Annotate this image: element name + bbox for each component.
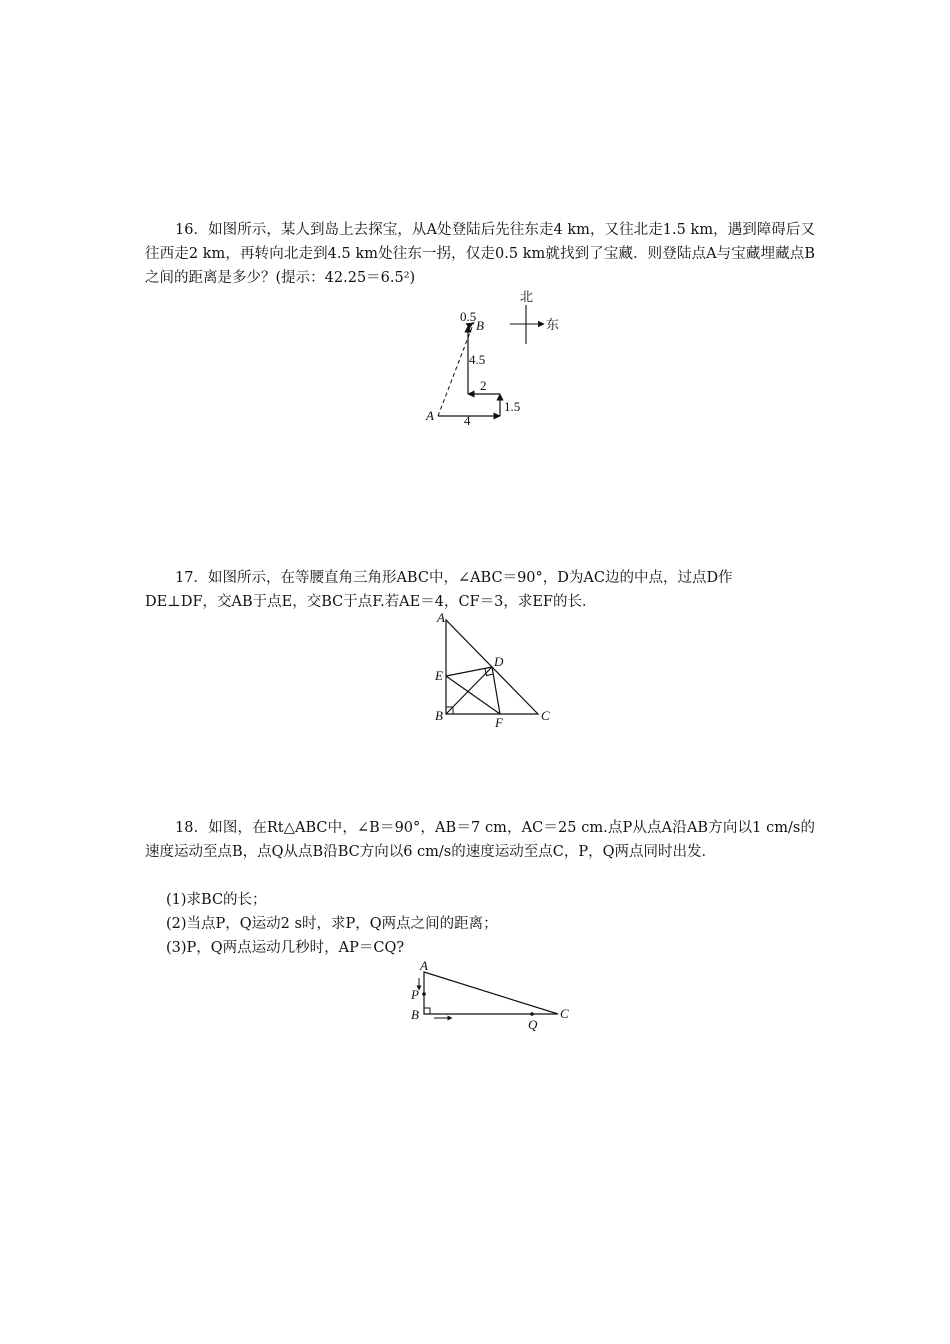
label-f: F — [495, 715, 503, 730]
label-e: E — [435, 668, 443, 683]
q18-sub3: (3)P，Q两点运动几秒时，AP＝CQ? — [166, 940, 405, 956]
q17-text-line1: 17．如图所示，在等腰直角三角形ABC中，∠ABC＝90°，D为AC边的中点，过点D作 — [175, 570, 733, 586]
label-4: 4 — [464, 413, 471, 428]
q18-sub2: (2)当点P，Q运动2 s时，求P，Q两点之间的距离； — [166, 916, 498, 932]
label-b: B — [411, 1007, 419, 1022]
label-b: B — [476, 318, 484, 333]
label-4-5: 4.5 — [469, 352, 486, 367]
q16-text: 16．如图所示，某人到岛上去探宝，从A处登陆后先往东走4 km，又往北走1.5 km，遇到障碍后又往西走2 km，再转向北走到4.5 km处往东一拐，仅走0.5 km就找到了宝藏．则登陆点A与宝藏埋藏点B之间的距离是多少？(提示：42.25＝6.5²) — [145, 222, 815, 286]
label-1-5: 1.5 — [504, 399, 521, 414]
label-2: 2 — [480, 378, 487, 393]
point-q — [530, 1012, 534, 1016]
label-b: B — [435, 708, 443, 723]
label-c: C — [541, 708, 550, 723]
right-angle-b — [424, 1008, 430, 1014]
q17-text-line2: DE⊥DF，交AB于点E，交BC于点F.若AE＝4，CF＝3，求EF的长． — [145, 594, 597, 610]
q18-text: 18．如图，在Rt△ABC中，∠B＝90°，AB＝7 cm，AC＝25 cm.点P从点A沿AB方向以1 cm/s的速度运动至点B，点Q从点B沿BC方向以6 cm/s的速度运动至点C，P，Q两点同时出发． — [145, 820, 815, 860]
triangle-abc — [424, 972, 558, 1014]
label-p: P — [411, 987, 419, 1002]
label-c: C — [560, 1006, 569, 1021]
label-a: A — [420, 958, 428, 973]
compass-east: 东 — [546, 317, 560, 332]
segment-ef — [446, 676, 500, 714]
label-a: A — [437, 610, 445, 625]
label-q: Q — [528, 1017, 538, 1032]
q18-figure — [408, 958, 578, 1034]
label-0-5: 0.5 — [460, 309, 477, 324]
label-a: A — [426, 408, 434, 423]
q16-figure — [420, 288, 570, 436]
q17-figure — [430, 612, 560, 730]
compass-north: 北 — [520, 289, 534, 304]
q18-sub1: (1)求BC的长； — [166, 892, 267, 908]
point-p — [422, 992, 426, 996]
dashed-ab — [438, 322, 474, 416]
label-d: D — [494, 654, 504, 669]
